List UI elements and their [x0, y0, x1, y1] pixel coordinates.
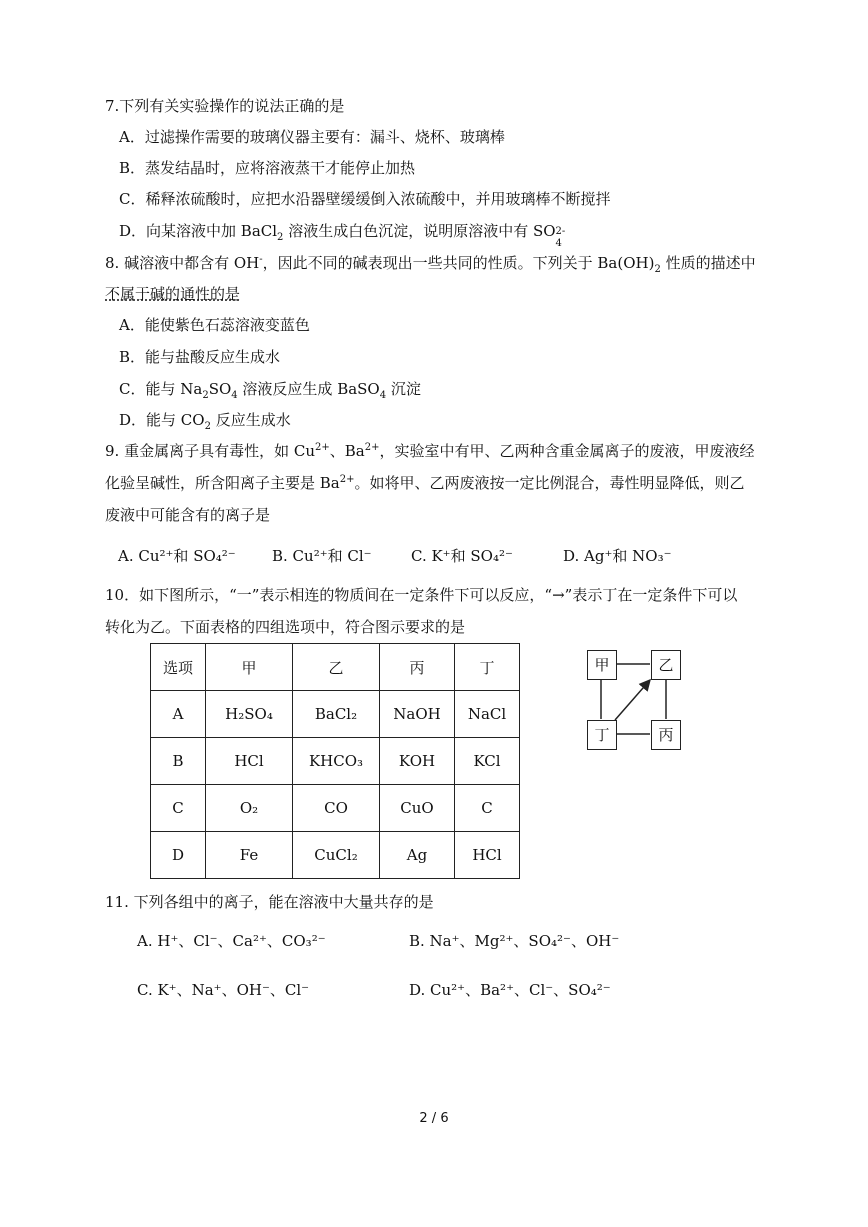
q11-option-c: C. K⁺、Na⁺、OH⁻、Cl⁻: [137, 981, 310, 999]
q10-reaction-diagram: [585, 648, 695, 752]
table-cell: KCl: [455, 738, 520, 785]
table-header-cell: 乙: [293, 644, 380, 691]
q8-stem-line1: 8. 碱溶液中都含有 OH-，因此不同的碱表现出一些共同的性质。下列关于 $Ba(OH)_2$ 性质的描述中: [105, 254, 756, 275]
q7-option-a: A．过滤操作需要的玻璃仪器主要有：漏斗、烧杯、玻璃棒: [119, 128, 505, 146]
q9-stem-line2: 化验呈碱性，所含阳离子主要是 $Ba^{2+}$。如将甲、乙两废液按一定比例混合，毒性明显降低，则乙: [105, 474, 745, 492]
node-jia: 甲: [587, 650, 617, 680]
table-row: [151, 832, 520, 879]
table-row: [151, 738, 520, 785]
q11-option-a: A. H⁺、Cl⁻、Ca²⁺、CO₃²⁻: [137, 932, 326, 950]
table-row: [151, 691, 520, 738]
q10-stem-line1: 10．如下图所示，“一”表示相连的物质间在一定条件下可以反应，“→”表示丁在一定条件下可以: [105, 586, 738, 604]
node-yi: 乙: [651, 650, 681, 680]
table-header-cell: 丙: [380, 644, 455, 691]
table-cell: C: [455, 785, 520, 832]
table-cell: HCl: [455, 832, 520, 879]
q11-option-b: B. Na⁺、Mg²⁺、SO₄²⁻、OH⁻: [409, 932, 620, 950]
table-cell: CuO: [380, 785, 455, 832]
q9-option-d: D. Ag⁺和 NO₃⁻: [563, 547, 672, 565]
table-cell: NaCl: [455, 691, 520, 738]
q9-option-c: C. K⁺和 SO₄²⁻: [411, 547, 513, 565]
q7-option-c: C．稀释浓硫酸时，应把水沿器壁缓缓倒入浓硫酸中，并用玻璃棒不断搅拌: [119, 190, 611, 208]
table-cell: CuCl₂: [293, 832, 380, 879]
table-cell: Fe: [206, 832, 293, 879]
table-header-cell: 选项: [151, 644, 206, 691]
table-header-cell: 甲: [206, 644, 293, 691]
q9-stem-line3: 废液中可能含有的离子是: [105, 506, 271, 524]
q8-option-b: B．能与盐酸反应生成水: [119, 348, 281, 366]
table-cell: KHCO₃: [293, 738, 380, 785]
node-ding: 丁: [587, 720, 617, 750]
q9-option-a: A. Cu²⁺和 SO₄²⁻: [118, 547, 236, 565]
q10-stem-line2: 转化为乙。下面表格的四组选项中，符合图示要求的是: [105, 618, 466, 636]
table-cell: A: [151, 691, 206, 738]
q10-options-table: [150, 643, 520, 879]
q7-option-b: B．蒸发结晶时，应将溶液蒸干才能停止加热: [119, 159, 416, 177]
table-cell: HCl: [206, 738, 293, 785]
q8-option-a: A．能使紫色石蕊溶液变蓝色: [119, 316, 310, 334]
page-number: 2 / 6: [419, 1111, 449, 1126]
table-header-row: [151, 644, 520, 691]
table-header-cell: 丁: [455, 644, 520, 691]
q8-stem-line2: 不属于碱的通性的是: [105, 285, 241, 303]
q8-option-c: C．能与 $Na_2SO_4$ 溶液反应生成 BaSO$_4$ 沉淀: [119, 380, 421, 401]
q8-option-d: D．能与 $CO_2$ 反应生成水: [119, 411, 291, 432]
arrow-ding-to-yi: [615, 680, 650, 720]
table-cell: BaCl₂: [293, 691, 380, 738]
q7-stem: 7.下列有关实验操作的说法正确的是: [105, 97, 345, 115]
q9-stem-line1: 9. 重金属离子具有毒性，如 $Cu^{2+}$、$Ba^{2+}$，实验室中有甲、乙两种含重金属离子的废液，甲废液经: [105, 442, 755, 460]
table-cell: KOH: [380, 738, 455, 785]
table-cell: C: [151, 785, 206, 832]
q11-stem: 11. 下列各组中的离子，能在溶液中大量共存的是: [105, 893, 434, 911]
q11-option-d: D. Cu²⁺、Ba²⁺、Cl⁻、SO₄²⁻: [409, 981, 611, 999]
table-cell: B: [151, 738, 206, 785]
table-cell: Ag: [380, 832, 455, 879]
table-cell: NaOH: [380, 691, 455, 738]
q9-option-b: B. Cu²⁺和 Cl⁻: [272, 547, 372, 565]
table-cell: CO: [293, 785, 380, 832]
table-cell: H₂SO₄: [206, 691, 293, 738]
table-cell: D: [151, 832, 206, 879]
table-row: [151, 785, 520, 832]
table-cell: O₂: [206, 785, 293, 832]
node-bing: 丙: [651, 720, 681, 750]
q7-option-d: D．向某溶液中加 BaCl$_2$ 溶液生成白色沉淀，说明原溶液中有 SO 2- 4: [119, 222, 566, 249]
